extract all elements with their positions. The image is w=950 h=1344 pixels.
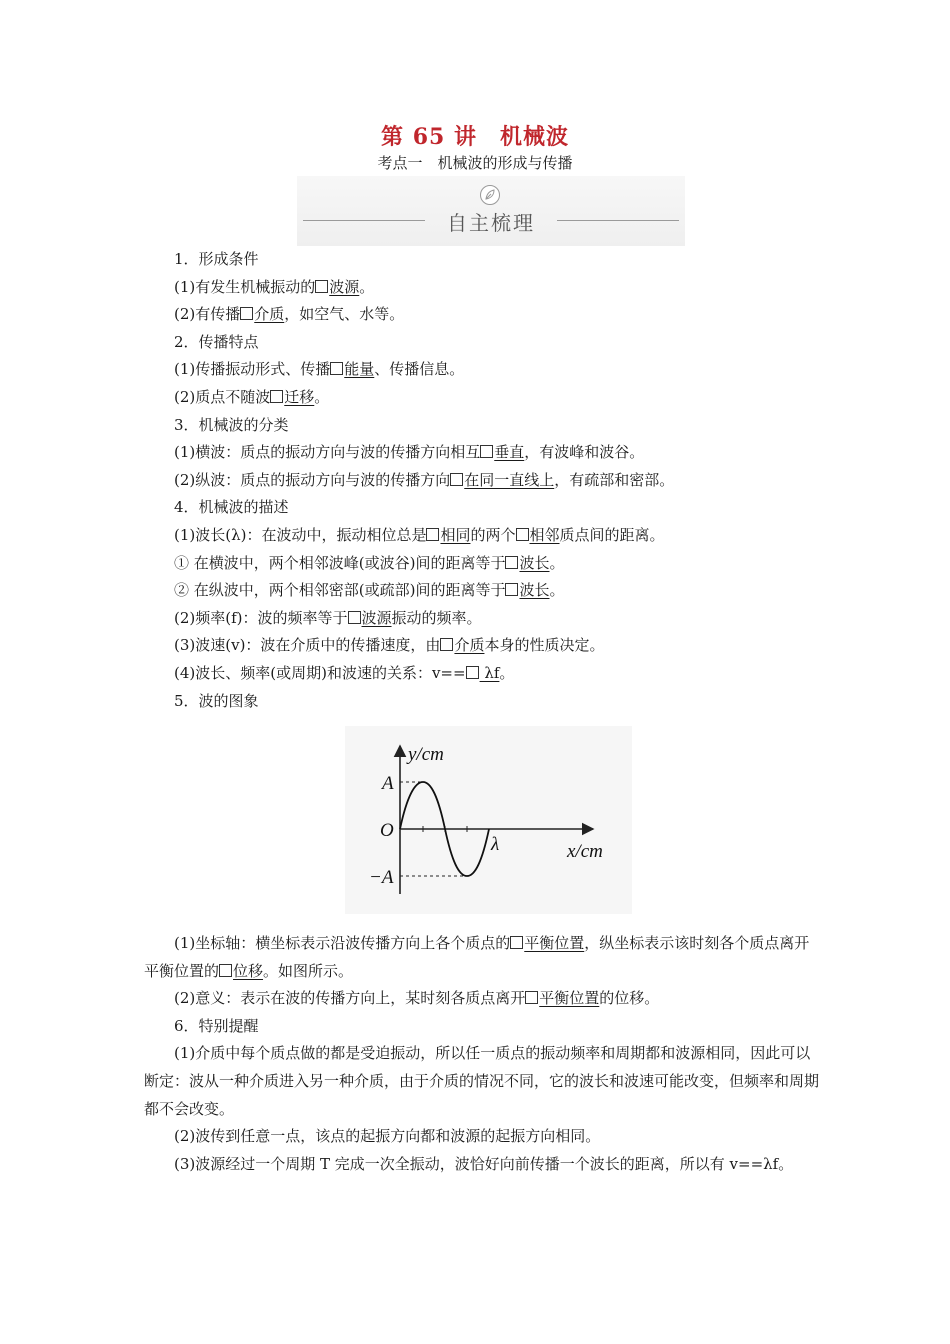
wave-figure [345, 726, 632, 914]
answer-box-icon [219, 964, 232, 977]
item-3b: (2)纵波：质点的振动方向与波的传播方向 在同一直线上，有疏部和密部。 [174, 470, 675, 489]
heading-6: 6．特别提醒 [174, 1016, 259, 1035]
answer-box-icon [315, 280, 328, 293]
answer-box-icon [525, 991, 538, 1004]
banner-label: 自主梳理 [447, 211, 535, 235]
note-2: (2)波传到任意一点，该点的起振方向都和波源的起振方向相同。 [174, 1127, 601, 1146]
note-3: (3)波源经过一个周期 T 完成一次全振动，波恰好向前传播一个波长的距离，所以有 v==λf。 [174, 1154, 794, 1173]
item-2b: (2)质点不随波 迁移。 [174, 387, 330, 406]
note-1: (1)介质中每个质点做的都是受迫振动，所以任一质点的振动频率和周期都和波源相同，因此可以断定：波从一种介质进入另一种介质，由于介质的情况不同，它的波长和波速可能改变，但频率和周期都不会改变。 [144, 1044, 820, 1118]
item-4c: ② 在纵波中，两个相邻密部(或疏部)间的距离等于 波长。 [174, 581, 565, 600]
page-title: 第 65 讲 机械波 [381, 124, 569, 150]
item-3a: (1)横波：质点的振动方向与波的传播方向相互 垂直，有波峰和波谷。 [174, 443, 645, 462]
y-axis-label: y/cm [408, 744, 444, 765]
item-1b: (2)有传播 介质，如空气、水等。 [174, 305, 405, 324]
item-4d: (2)频率(f)：波的频率等于 波源振动的频率。 [174, 608, 482, 627]
x-axis-label: x/cm [567, 841, 603, 862]
answer-box-icon [516, 528, 529, 541]
heading-4: 4．机械波的描述 [174, 498, 289, 517]
answer-box-icon [426, 528, 439, 541]
answer-box-icon [240, 307, 253, 320]
answer-box-icon [330, 362, 343, 375]
item-4e: (3)波速(v)：波在介质中的传播速度，由 介质本身的性质决定。 [174, 636, 605, 655]
answer-box-icon [505, 583, 518, 596]
answer-box-icon [440, 638, 453, 651]
banner [297, 176, 685, 246]
heading-5: 5．波的图象 [174, 691, 259, 710]
answer-box-icon [466, 666, 479, 679]
heading-2: 2．传播特点 [174, 332, 259, 351]
axis-paragraph: (1)坐标轴：横坐标表示沿波传播方向上各个质点的 平衡位置，纵坐标表示该时刻各个质点离开平衡位置的 位移。如图所示。 [144, 934, 810, 980]
item-4a: (1)波长(λ)：在波动中，振动相位总是 相同的两个 相邻质点间的距离。 [174, 525, 665, 544]
content-lower [144, 930, 820, 1178]
answer-box-icon [450, 473, 463, 486]
leaf-icon [479, 184, 501, 206]
heading-1: 1．形成条件 [174, 250, 259, 268]
item-4b: ① 在横波中，两个相邻波峰(或波谷)间的距离等于 波长。 [174, 553, 565, 572]
answer-box-icon [510, 936, 523, 949]
answer-box-icon [348, 611, 361, 624]
content-upper [174, 246, 784, 715]
answer-box-icon [270, 390, 283, 403]
item-1a: (1)有发生机械振动的 波源。 [174, 277, 375, 296]
item-4f: (4)波长、频率(或周期)和波速的关系：v== λf。 [174, 663, 515, 682]
section-subtitle: 考点一 机械波的形成与传播 [377, 154, 573, 172]
item-2a: (1)传播振动形式、传播 能量、传播信息。 [174, 360, 465, 379]
label-A: A [382, 773, 394, 794]
meaning-paragraph: (2)意义：表示在波的传播方向上，某时刻各质点离开 平衡位置的位移。 [174, 989, 660, 1008]
label-lambda: λ [491, 834, 500, 855]
answer-box-icon [480, 445, 493, 458]
answer-box-icon [505, 556, 518, 569]
heading-3: 3．机械波的分类 [174, 415, 289, 434]
wave-graph [345, 726, 632, 914]
label-negA: −A [369, 867, 394, 888]
label-O: O [380, 820, 394, 841]
